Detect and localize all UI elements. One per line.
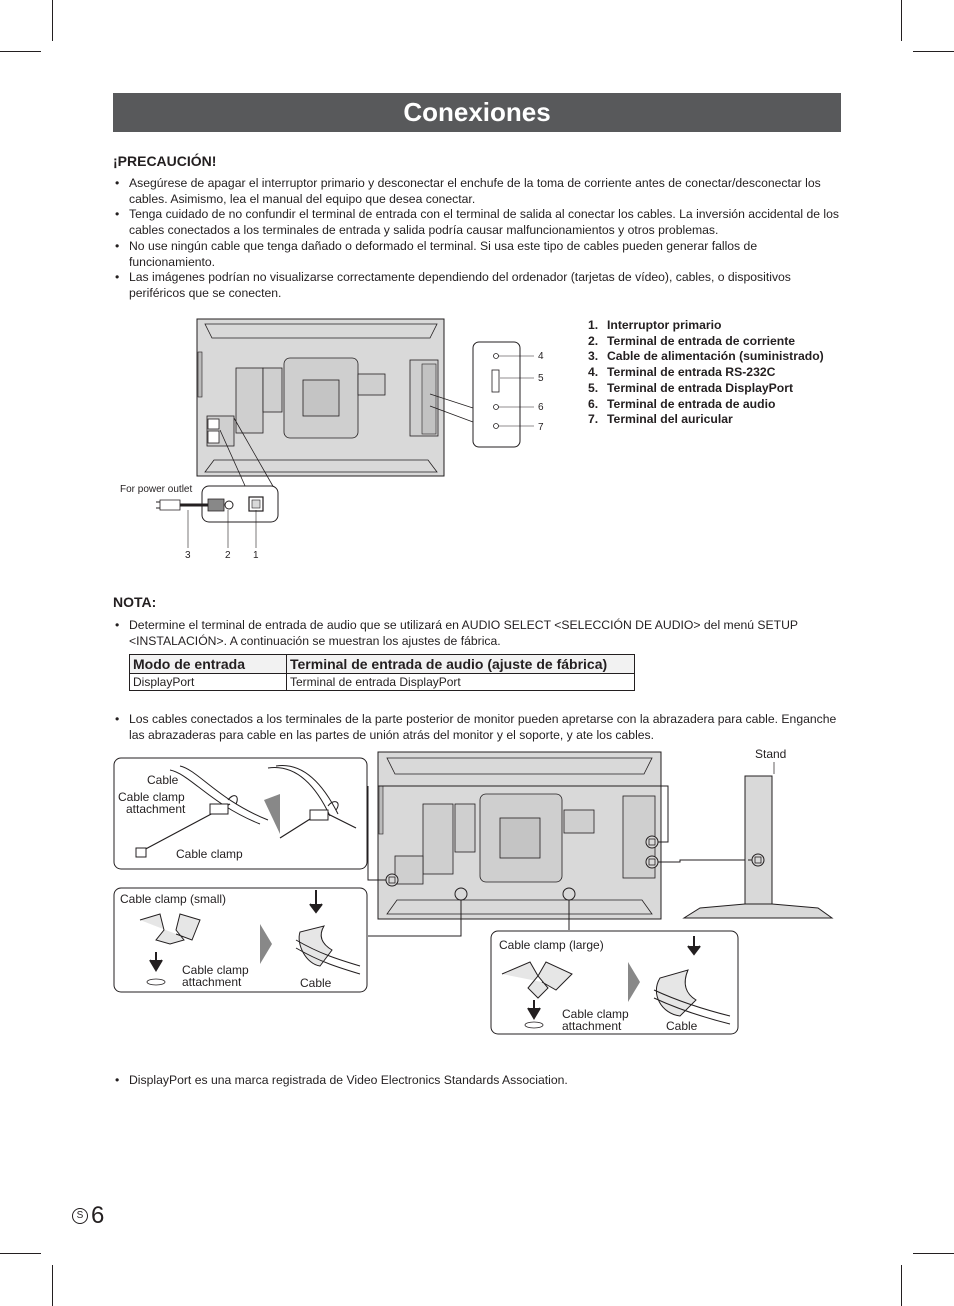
page-title: Conexiones: [113, 93, 841, 132]
cable-clamp-diagram: [110, 744, 840, 1040]
table-header-row: [130, 655, 635, 674]
caution-item: • No use ningún cable que tenga dañado o deformado el terminal. Si usa este tipo de cables pueden generar fallos de funcionamiento.: [113, 239, 841, 270]
trademark-list: [113, 1073, 841, 1089]
cable-label: Cable: [147, 773, 179, 787]
crop-mark: [52, 0, 53, 41]
crop-mark: [0, 51, 41, 52]
callout-2: 2: [225, 550, 231, 561]
rear-terminals-diagram: [110, 312, 560, 567]
cable-clamp-label: Cable clamp: [176, 847, 243, 861]
note-list-1: [113, 618, 841, 649]
legend-item: 3. Cable de alimentación (suministrado): [588, 349, 824, 364]
legend-item: 6. Terminal de entrada de audio: [588, 396, 776, 411]
table-header: Modo de entrada: [130, 655, 287, 674]
crop-mark: [0, 1253, 41, 1254]
audio-defaults-table: [129, 654, 635, 691]
crop-mark: [52, 1265, 53, 1306]
power-outlet-label: For power outlet: [120, 484, 193, 495]
crop-mark: [913, 51, 954, 52]
cable-label: Cable: [666, 1019, 698, 1033]
caution-list: [113, 176, 841, 302]
crop-mark: [901, 1265, 902, 1306]
note-item: • Determine el terminal de entrada de audio que se utilizará en AUDIO SELECT <SELECCIÓN DE AUDIO> del menú SETUP <INSTALACIÓN>. A continuación se muestran los ajustes de fábrica.: [113, 618, 841, 649]
caution-item: • Las imágenes podrían no visualizarse correctamente dependiendo del ordenador (tarjetas de vídeo), cables, o dispositivos periféricos que se conecten.: [113, 270, 841, 301]
table-cell: DisplayPort: [130, 674, 287, 691]
callout-5: 5: [538, 373, 544, 384]
table-cell: Terminal de entrada DisplayPort: [287, 674, 635, 691]
caution-item: • Tenga cuidado de no confundir el terminal de entrada con el terminal de salida al conectar los cables. La inversión accidental de los cables conectados a los terminales de entrada y salida podría causar malfuncionamientos y otros problemas.: [113, 207, 841, 238]
clamp-attachment-label: Cable clamp: [182, 963, 249, 977]
trademark-note: • DisplayPort es una marca registrada de Video Electronics Standards Association.: [113, 1073, 841, 1089]
clamp-attachment-label: Cable clamp: [562, 1007, 629, 1021]
clamp-attachment-label: Cable clamp: [118, 790, 185, 804]
callout-4: 4: [538, 351, 544, 362]
note-item: • Los cables conectados a los terminales de la parte posterior de monitor pueden apretarse con la abrazadera para cable. Enganche las abrazaderas para cable en las partes de unión atrás del monitor y el soporte, y ate los cables.: [113, 712, 841, 743]
legend-item: 7. Terminal del auricular: [588, 412, 733, 427]
crop-mark: [913, 1253, 954, 1254]
terminal-legend: [588, 318, 848, 428]
legend-item: 2. Terminal de entrada de corriente: [588, 333, 796, 348]
table-header: Terminal de entrada de audio (ajuste de fábrica): [287, 655, 635, 674]
callout-1: 1: [253, 550, 259, 561]
page-number: [72, 1202, 104, 1230]
clamp-attachment-label: attachment: [182, 975, 242, 989]
note-list-2: [113, 712, 841, 743]
clamp-attachment-label: attachment: [126, 802, 186, 816]
page-number-value: 6: [91, 1202, 105, 1229]
stand-label: Stand: [755, 747, 787, 761]
clamp-small-label: Cable clamp (small): [120, 892, 227, 906]
callout-6: 6: [538, 402, 544, 413]
legend-item: 1. Interruptor primario: [588, 318, 722, 332]
table-row: [130, 674, 635, 691]
note-heading: NOTA:: [113, 594, 157, 610]
crop-mark: [901, 0, 902, 41]
clamp-attachment-label: attachment: [562, 1019, 622, 1033]
language-mark: S: [72, 1208, 88, 1224]
clamp-large-label: Cable clamp (large): [499, 938, 604, 952]
legend-item: 4. Terminal de entrada RS-232C: [588, 365, 776, 380]
callout-7: 7: [538, 422, 544, 433]
caution-heading: ¡PRECAUCIÓN!: [113, 153, 217, 169]
caution-item: • Asegúrese de apagar el interruptor primario y desconectar el enchufe de la toma de corriente antes de conectar/desconectar los cables. Asimismo, lea el manual del equipo que desea conectar.: [113, 176, 841, 207]
callout-3: 3: [185, 550, 191, 561]
cable-label: Cable: [300, 976, 332, 990]
legend-item: 5. Terminal de entrada DisplayPort: [588, 380, 794, 395]
